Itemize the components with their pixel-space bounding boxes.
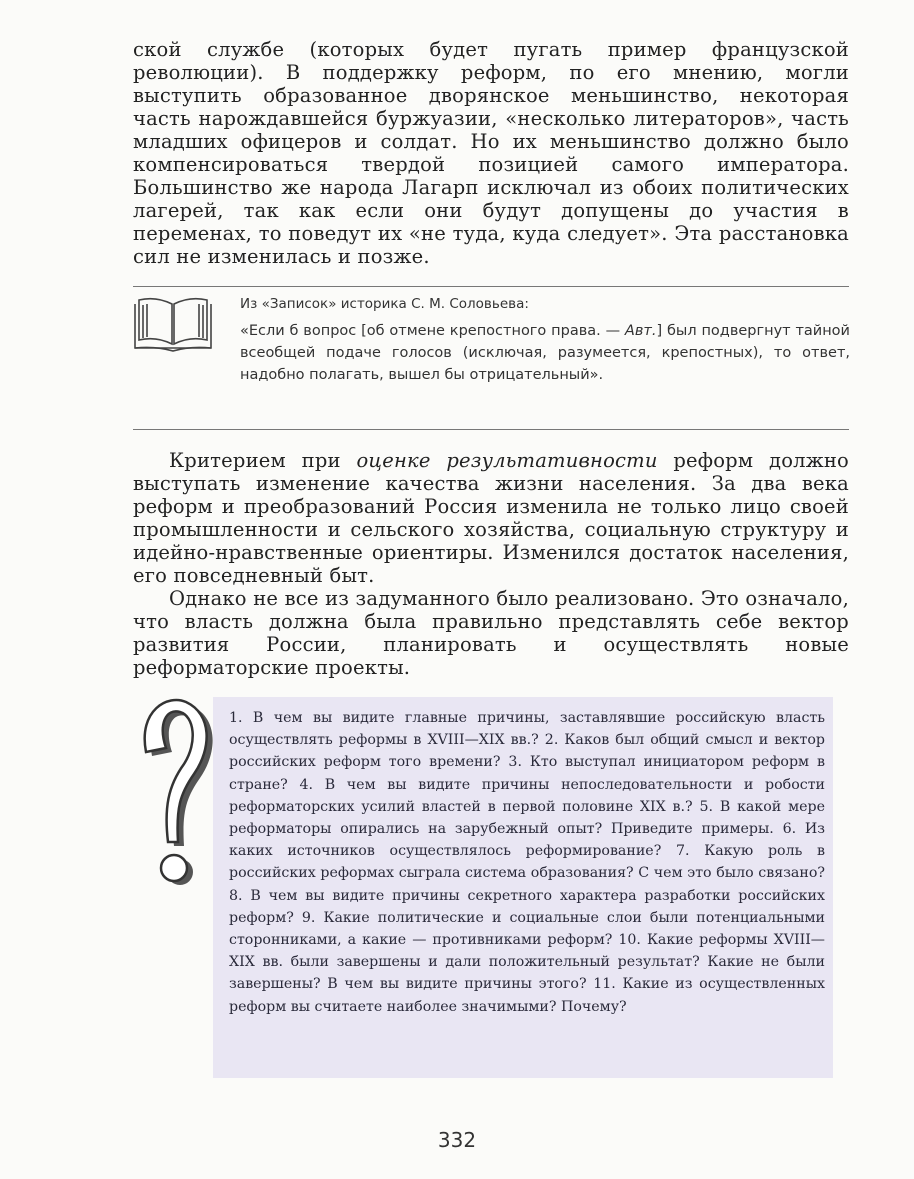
book-icon: [132, 296, 214, 352]
page-number: 332: [437, 1128, 477, 1152]
top-paragraph: ской службе (которых будет пугать пример французской революции). В поддержку реформ, по его мнению, могли выступить образованное дворянское меньшинство, некоторая часть нарождавшейся буржуазии, «несколько литераторов», часть младших офицеров и солдат. Но их меньшинство должно было компенсироваться твердой позицией самого императора. Большинство же народа Лагарп исключал из обоих политических лагерей, так как если они будут допущены до участия в переменах, то поведут их «не туда, куда следует». Эта расстановка сил не изменилась и позже.: [133, 38, 849, 268]
quote-box: [240, 296, 850, 386]
question-mark-icon: [128, 690, 218, 900]
questions-box: [213, 697, 833, 1078]
quote-source: Из «Записок» историка С. М. Соловьева:: [240, 296, 529, 312]
quote-text: «Если б вопрос [об отмене крепостного права. — Авт.] был подвергнут тайной всеобщей подаче голосов (исключая, разумеется, крепостных), то ответ, надобно полагать, вышел бы отрицательный».: [240, 323, 850, 383]
paragraph-criteria: Критерием при оценке результативности реформ должно выступать изменение качества жизни населения. За два века реформ и преобразований Россия изменила не только лицо своей промышленности и сельского хозяйства, социальную структуру и идейно-нравственные ориентиры. Изменился достаток населения, его повседневный быт.: [133, 449, 849, 587]
body-paragraphs: [133, 449, 849, 679]
divider-bottom: [133, 429, 849, 430]
divider-top: [133, 286, 849, 287]
questions-text: 1. В чем вы видите главные причины, заставлявшие российскую власть осуществлять реформы в XVIII—XIX вв.? 2. Каков был общий смысл и вектор российских реформ того времени? 3. Кто выступал инициатором реформ в стране? 4. В чем вы видите причины непоследовательности и робости реформаторских усилий властей в первой половине XIX в.? 5. В какой мере реформаторы опирались на зарубежный опыт? Приведите примеры. 6. Из каких источников осуществлялось реформирование? 7. Какую роль в российских реформах сыграла система образования? С чем это было связано? 8. В чем вы видите причины секретного характера разработки российских реформ? 9. Какие политические и социальные слои были потенциальными сторонниками, а какие — противниками реформ? 10. Какие реформы XVIII—XIX вв. были завершены и дали положительный результат? Какие не были завершены? В чем вы видите причины этого? 11. Какие из осуществленных реформ вы считаете наиболее значимыми? Почему?: [229, 710, 825, 1015]
author-note: Авт.: [624, 323, 657, 339]
paragraph-conclusion: Однако не все из задуманного было реализовано. Это означало, что власть должна была правильно представлять себе вектор развития России, планировать и осуществлять новые реформаторские проекты.: [133, 587, 849, 679]
